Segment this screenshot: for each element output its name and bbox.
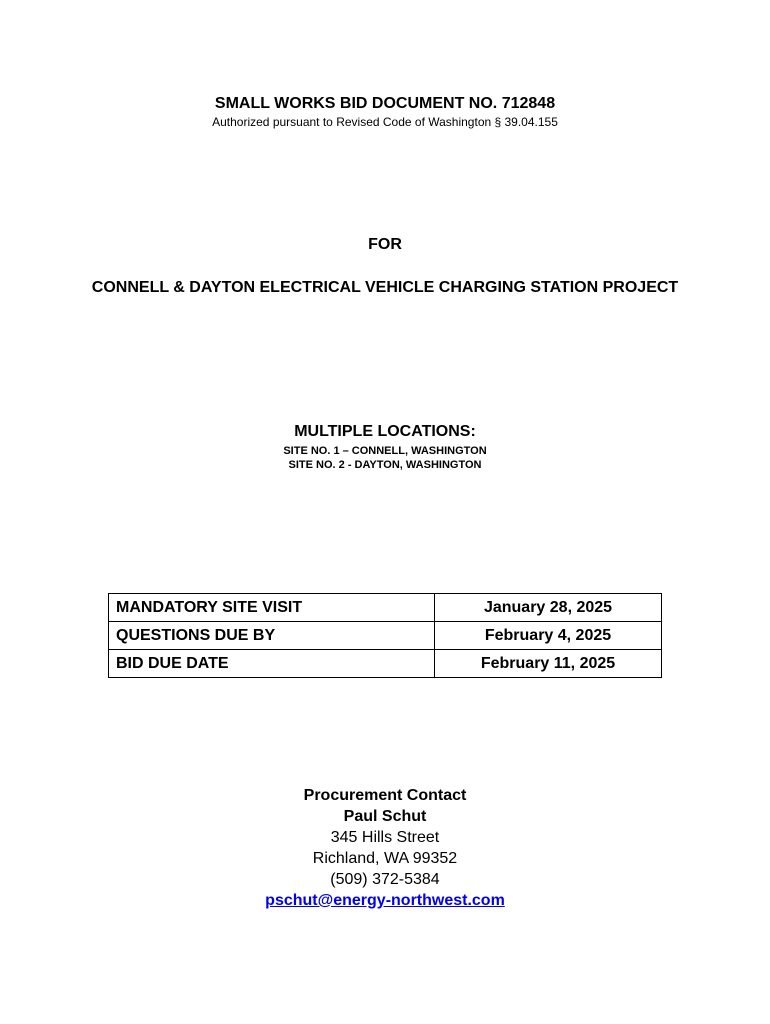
contact-heading: Procurement Contact <box>303 787 467 804</box>
document-title: SMALL WORKS BID DOCUMENT NO. 712848 <box>214 95 556 112</box>
schedule-date: January 28, 2025 <box>435 594 662 622</box>
schedule-label: QUESTIONS DUE BY <box>109 622 435 650</box>
contact-email-wrapper <box>0 890 770 911</box>
contact-name: Paul Schut <box>343 808 427 825</box>
schedule-date: February 11, 2025 <box>435 650 662 678</box>
schedule-label: MANDATORY SITE VISIT <box>109 594 435 622</box>
project-name: CONNELL & DAYTON ELECTRICAL VEHICLE CHARGING STATION PROJECT <box>91 279 679 296</box>
locations-heading: MULTIPLE LOCATIONS: <box>294 423 476 440</box>
for-label: FOR <box>368 236 402 253</box>
table-row <box>109 622 662 650</box>
site-1-line: SITE NO. 1 – CONNELL, WASHINGTON <box>283 445 487 457</box>
table-row <box>109 650 662 678</box>
document-subtitle: Authorized pursuant to Revised Code of Washington § 39.04.155 <box>212 115 558 129</box>
contact-phone: (509) 372-5384 <box>330 871 440 888</box>
contact-city: Richland, WA 99352 <box>312 850 458 867</box>
contact-street: 345 Hills Street <box>330 829 440 846</box>
schedule-label: BID DUE DATE <box>109 650 435 678</box>
contact-email-link[interactable]: pschut@energy-northwest.com <box>265 892 505 909</box>
site-2-line: SITE NO. 2 - DAYTON, WASHINGTON <box>288 459 482 471</box>
schedule-table <box>108 593 662 678</box>
table-row <box>109 594 662 622</box>
schedule-date: February 4, 2025 <box>435 622 662 650</box>
